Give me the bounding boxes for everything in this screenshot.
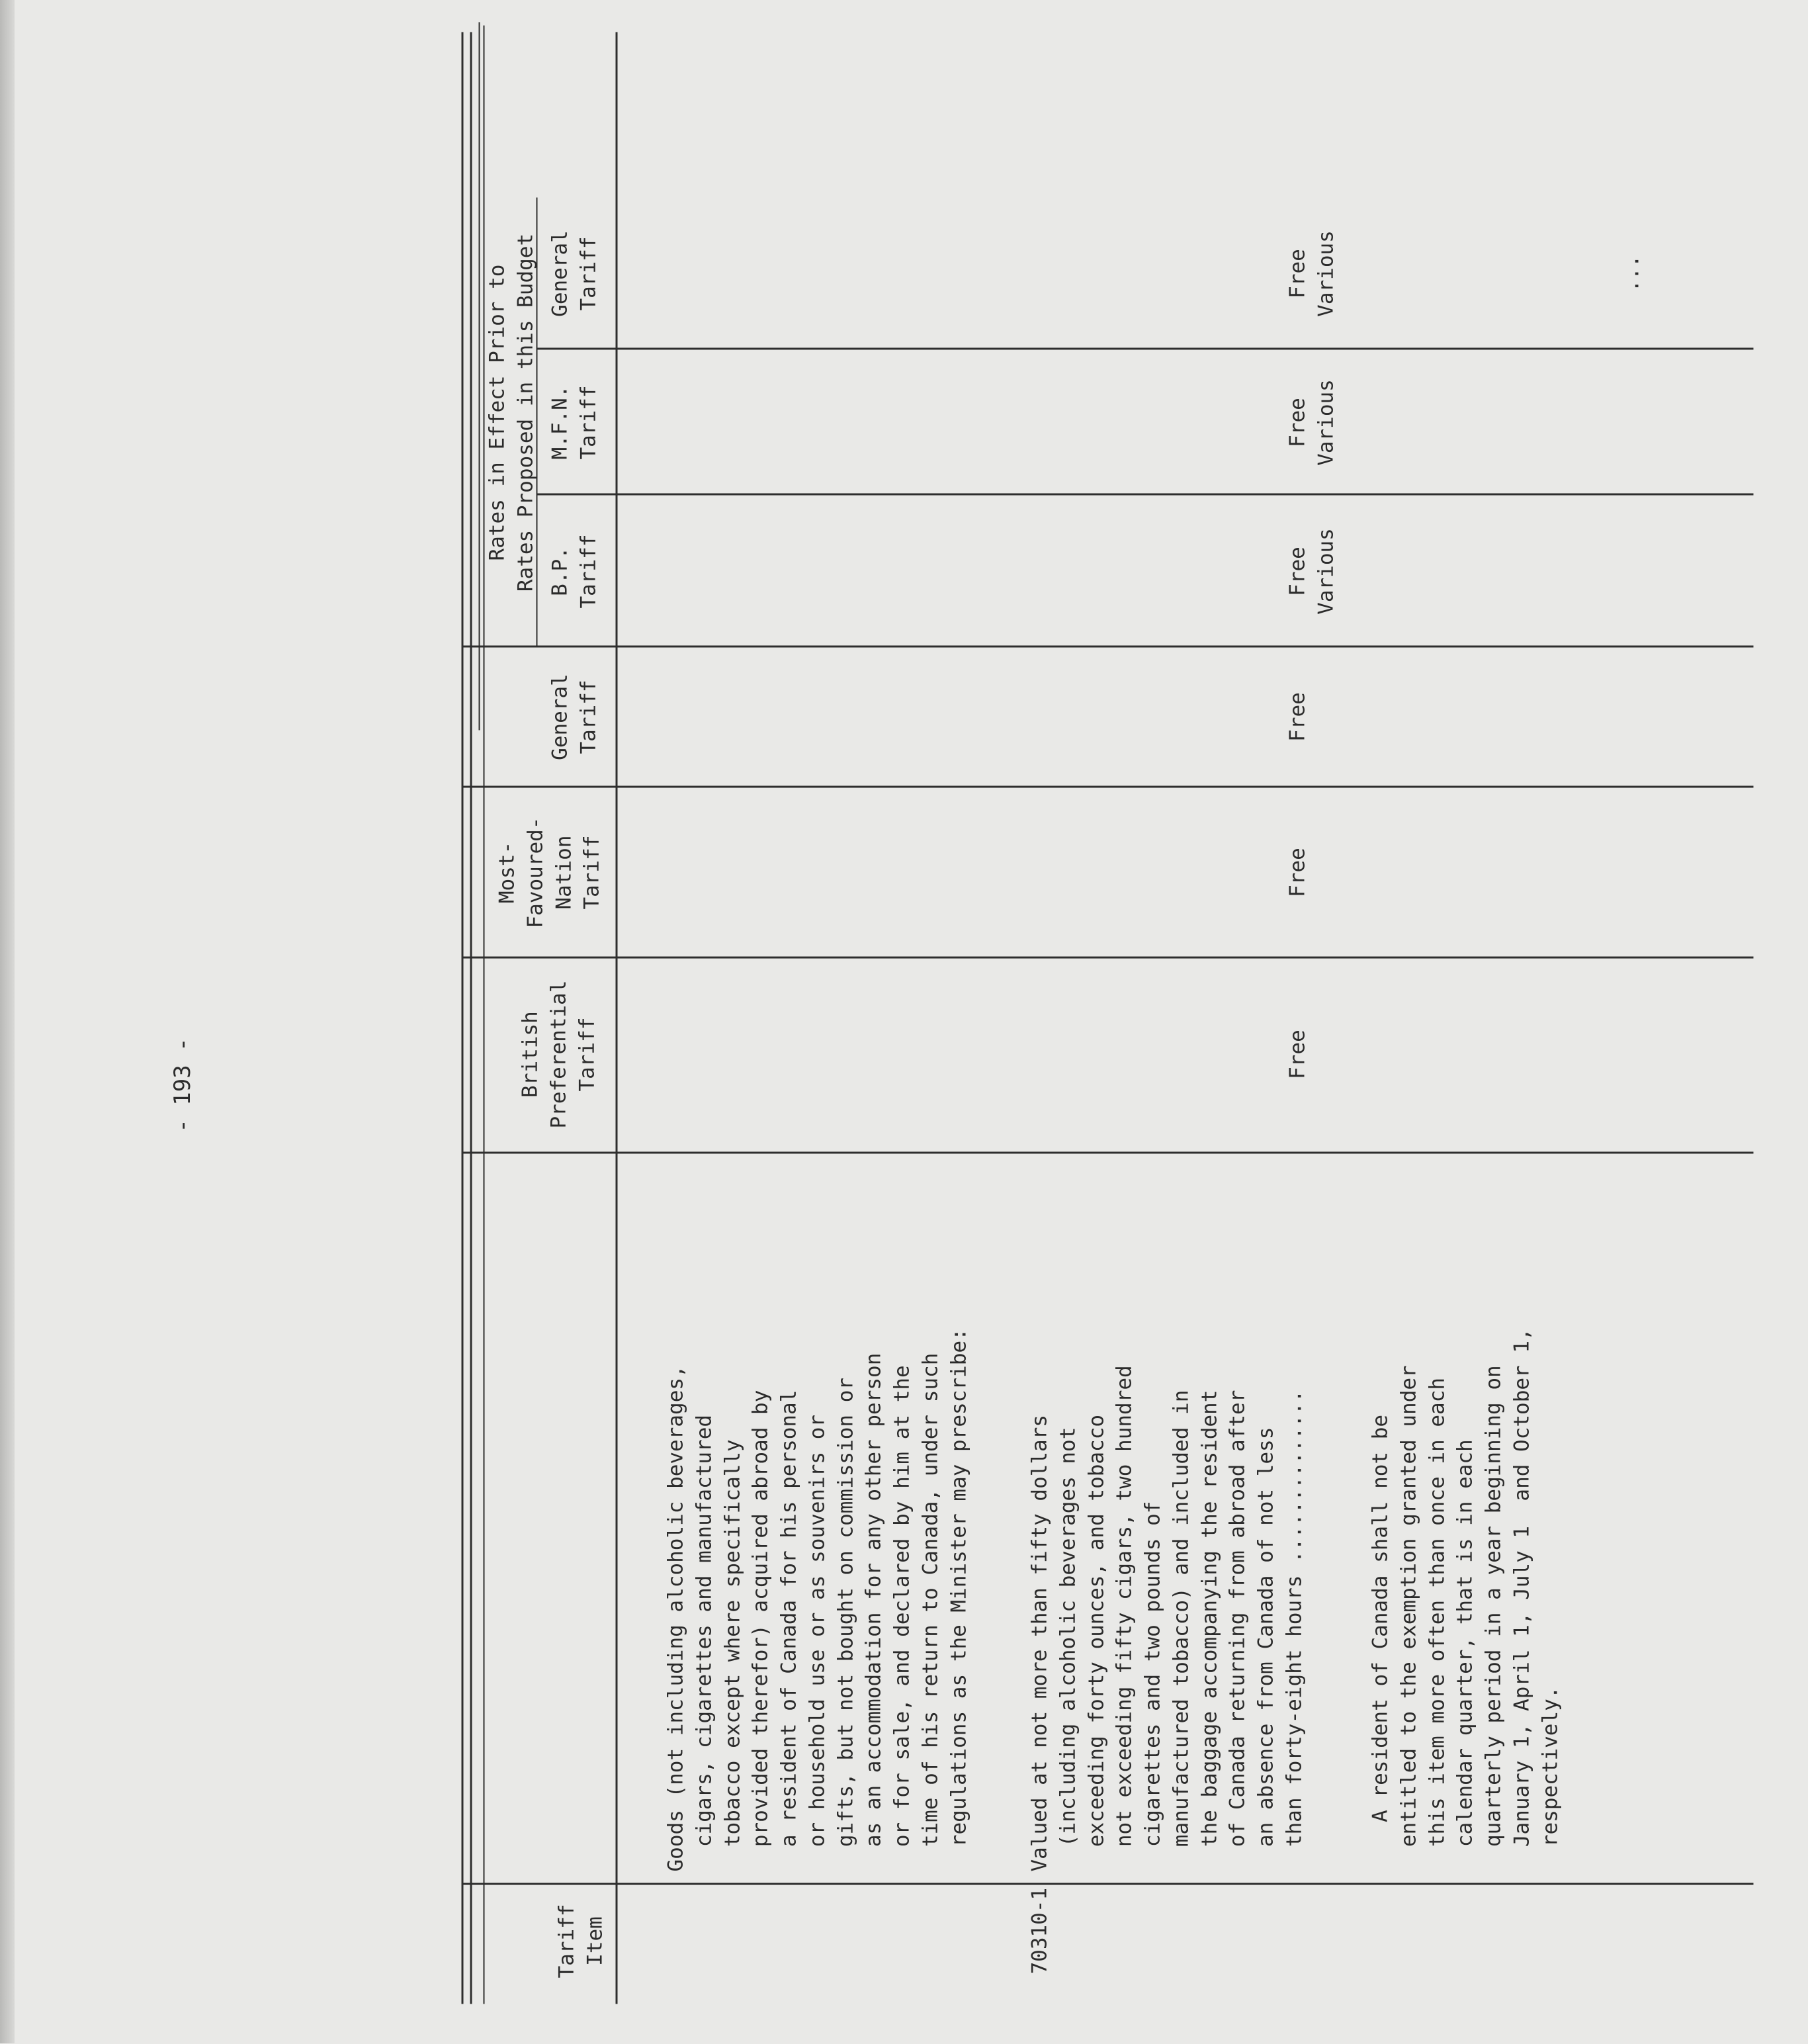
col-rule-desc-bpt [464, 1152, 1754, 1154]
row-70310-1-description: Valued at not more than fifty dollars (including alcoholic beverages not exceeding forty ounces, and tobacco not exceeding fifty cigars, two hundred cigarettes and two pounds of manufactured tobacco) and included in the baggage accompanying the resident of Canada returning from abroad after an absence from Canada of not less than forty-eight hours .............. [1027, 1365, 1307, 1872]
header-rates-prior-group: Rates in Effect Prior to Rates Proposed in this Budget [485, 233, 538, 592]
page-number: - 193 - [169, 1038, 196, 1133]
tariff-item-number: 70310-1 [1027, 1887, 1052, 1975]
col-rule-priormfn-priorgen [537, 348, 1754, 350]
page-binding-shadow [0, 0, 15, 2043]
col-rule-item-desc [464, 1883, 1754, 1885]
col-rule-general-prior [464, 646, 1754, 648]
row-note-prior-general: ... [1619, 255, 1644, 292]
tariff-table-page [236, 1, 1808, 2044]
header-most-favoured-nation: Most- Favoured- Nation Tariff [495, 817, 604, 928]
row-70310-1-mfn: Free [1285, 848, 1310, 897]
col-rule-bpt-mfn [464, 957, 1754, 959]
row-note-description: A resident of Canada shall not be entitled to the exemption granted under this item more often than once in each calendar quarter, that is in each quarterly period in a year beginning on January 1, April 1, July 1 and October 1, respectively. [1368, 1328, 1563, 1847]
header-general-tariff: General Tariff [548, 674, 601, 760]
header-prior-general: General Tariff [548, 230, 601, 317]
header-prior-bp: B.P. Tariff [548, 534, 601, 609]
header-tariff-item: Tariff Item [554, 1904, 607, 1978]
col-rule-mfn-general [464, 786, 1754, 788]
table-top-double-rule [462, 32, 464, 2004]
row-70310-1-bpt: Free [1285, 1030, 1310, 1079]
table-top-double-rule-2 [470, 32, 472, 2004]
header-british-preferential: British Preferential Tariff [518, 980, 599, 1129]
row-70310-1-prior-mfn: Free Various [1285, 379, 1338, 466]
header-bottom-rule [616, 32, 618, 2004]
row-70310-1-prior-bp: Free Various [1285, 528, 1338, 615]
row-70310-1-general: Free [1285, 692, 1310, 742]
row-intro-description: Goods (not including alcoholic beverages, cigars, cigarettes and manufactured tobacco except where specifically provided therefor) acquired abroad by a resident of Canada for his personal or household use or as souvenirs or gifts, but not bought on commission or as an accommodation for any other person or for sale, and declared by him at the time of his return to Canada, under such regulations as the Minister may prescribe: [664, 1328, 971, 1872]
row-70310-1-prior-general: Free Various [1285, 230, 1338, 317]
col-rule-priorbp-priormfn [537, 494, 1754, 496]
prior-group-top-rule [479, 22, 480, 731]
header-prior-mfn: M.F.N. Tariff [548, 385, 601, 460]
